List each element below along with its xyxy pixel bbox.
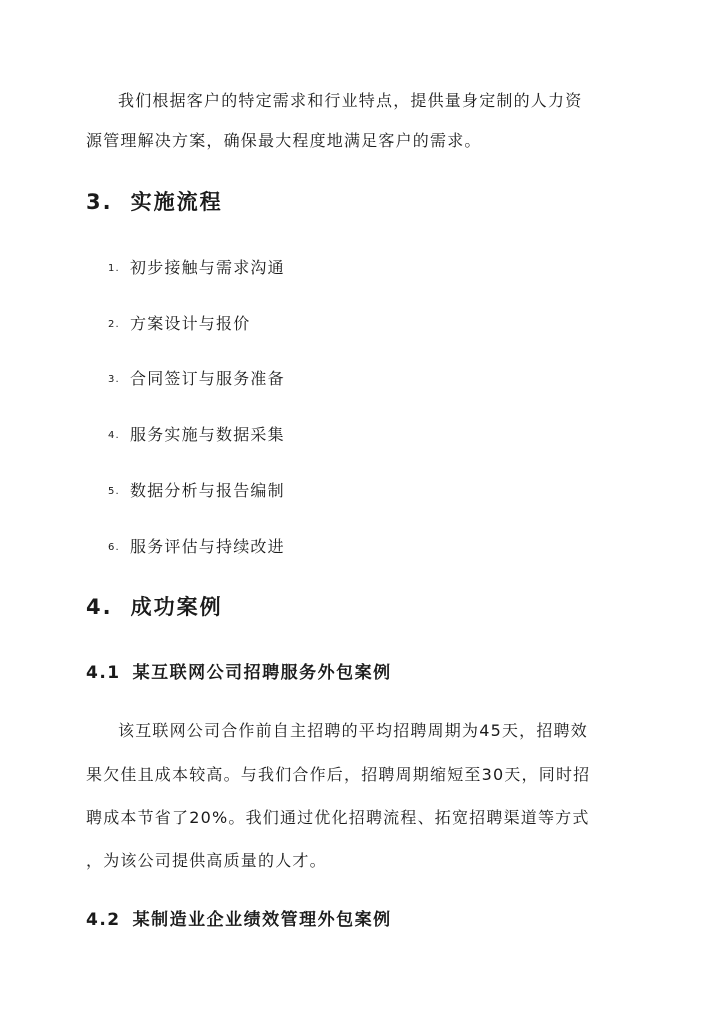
section-3-heading [86, 187, 223, 217]
step-item-2 [108, 311, 250, 338]
case-1-heading [86, 659, 392, 687]
step-label: 数据分析与报告编制 [130, 481, 285, 500]
step-item-5 [108, 478, 285, 505]
case-1-line-3: 聘成本节省了20%。我们通过优化招聘流程、拓宽招聘渠道等方式 [86, 808, 590, 827]
step-label: 服务实施与数据采集 [130, 425, 285, 444]
step-index: 4. [108, 429, 120, 441]
step-index: 6. [108, 541, 120, 553]
step-label: 合同签订与服务准备 [130, 369, 285, 388]
section-4-title: 成功案例 [130, 595, 223, 619]
intro-line-1: 我们根据客户的特定需求和行业特点，提供量身定制的人力资 [118, 91, 583, 110]
intro-line-2: 源管理解决方案，确保最大程度地满足客户的需求。 [86, 131, 482, 150]
step-index: 3. [108, 373, 120, 385]
case-1-number: 4.1 [86, 663, 121, 683]
step-item-4 [108, 422, 285, 449]
section-4-number: 4. [86, 595, 113, 619]
section-4-heading [86, 592, 223, 622]
case-1-line-1: 该互联网公司合作前自主招聘的平均招聘周期为45天，招聘效 [118, 721, 588, 740]
case-2-number: 4.2 [86, 910, 121, 930]
step-label: 服务评估与持续改进 [130, 537, 285, 556]
case-1-line-4: ，为该公司提供高质量的人才。 [86, 851, 327, 870]
step-label: 初步接触与需求沟通 [130, 258, 285, 277]
step-label: 方案设计与报价 [130, 314, 251, 333]
step-item-6 [108, 534, 285, 561]
step-item-3 [108, 366, 285, 393]
section-3-title: 实施流程 [130, 190, 223, 214]
step-index: 2. [108, 318, 120, 330]
case-2-title: 某制造业企业绩效管理外包案例 [132, 910, 392, 930]
case-1-line-2: 果欠佳且成本较高。与我们合作后，招聘周期缩短至30天，同时招 [86, 765, 591, 784]
case-2-heading [86, 906, 392, 934]
step-index: 1. [108, 262, 120, 274]
step-item-1 [108, 255, 285, 282]
section-3-number: 3. [86, 190, 113, 214]
step-index: 5. [108, 485, 120, 497]
case-1-title: 某互联网公司招聘服务外包案例 [132, 663, 392, 683]
